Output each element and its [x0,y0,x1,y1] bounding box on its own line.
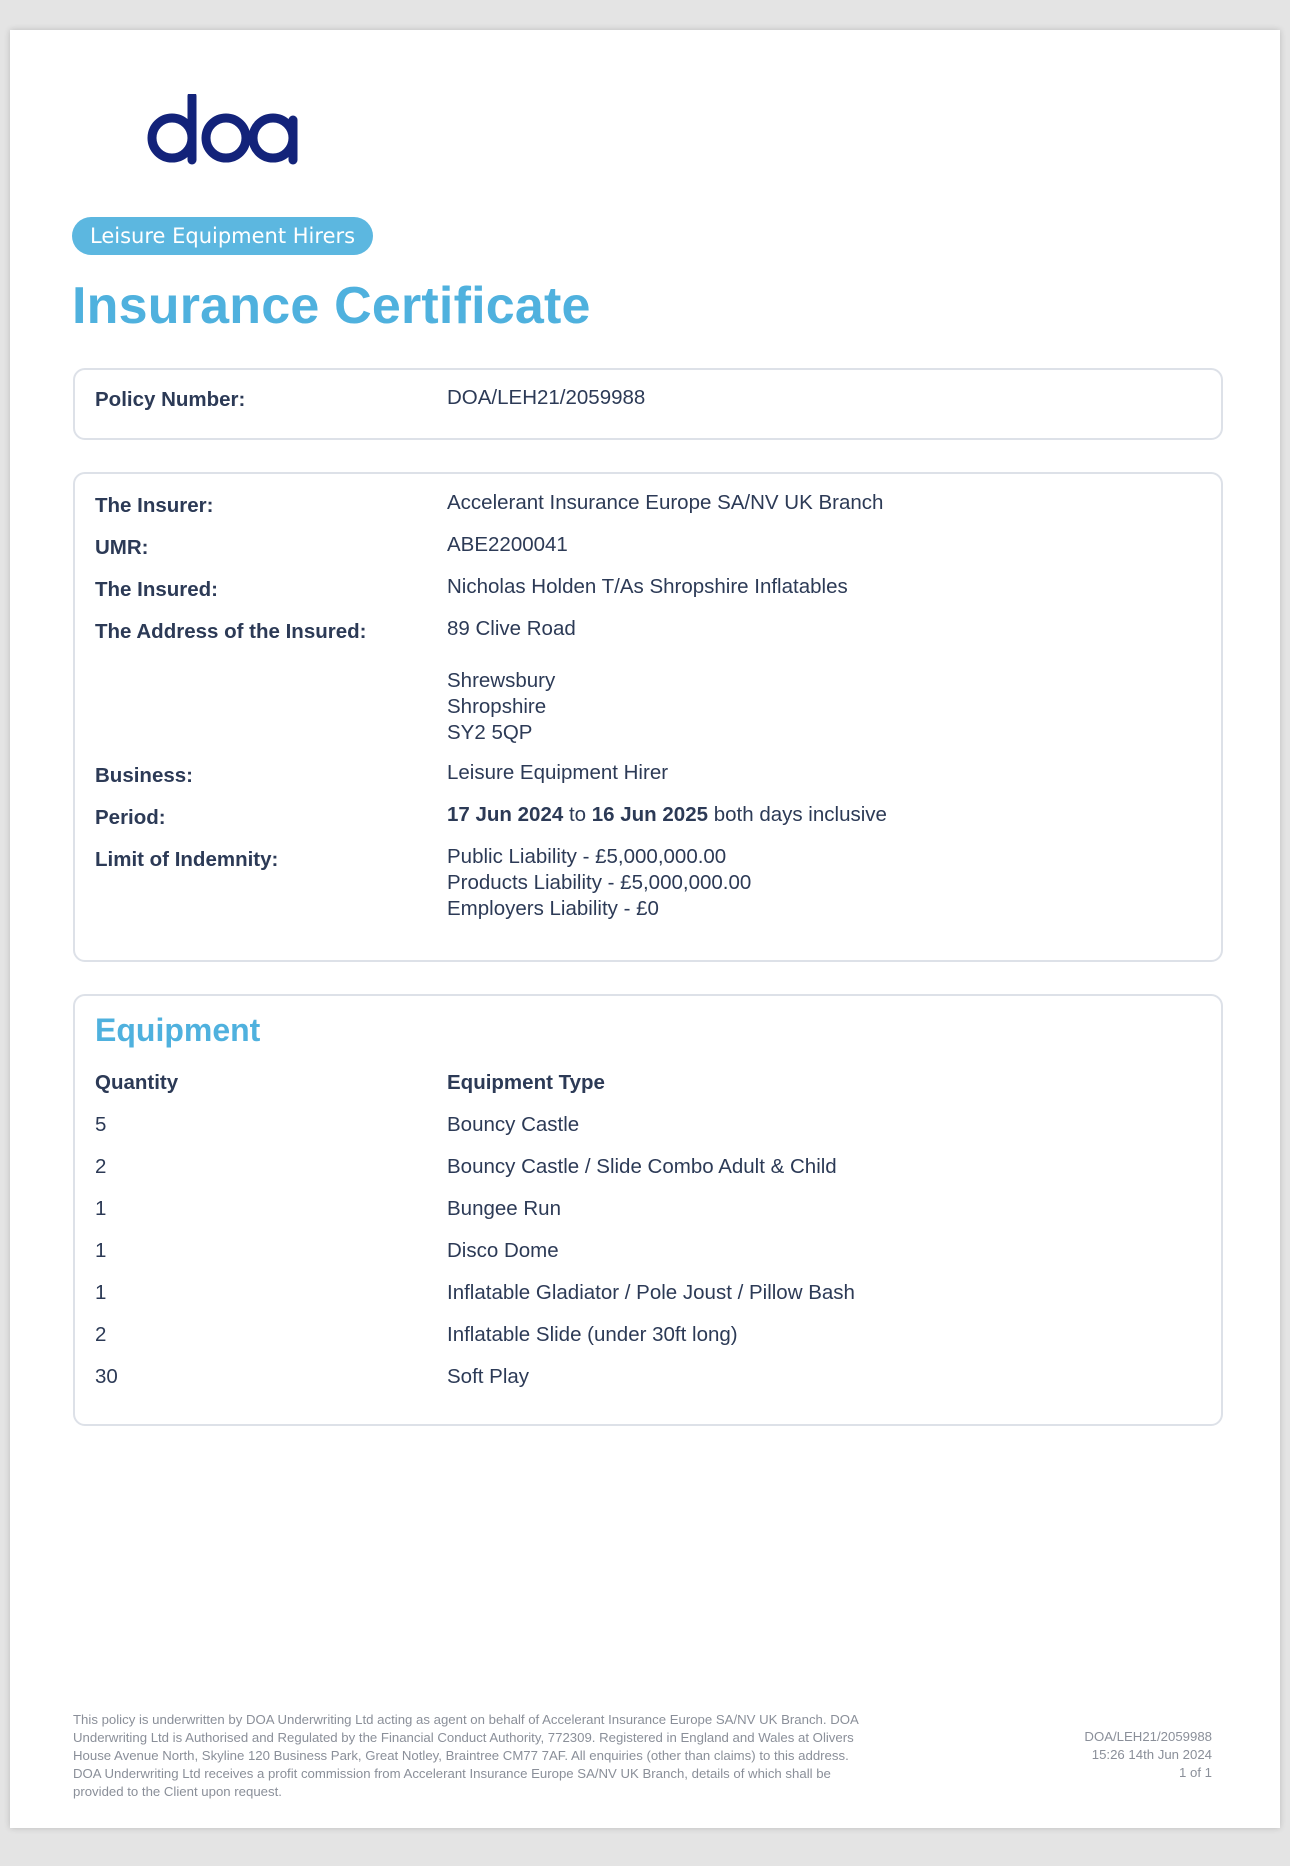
equipment-type-column-header: Equipment Type [447,1071,605,1094]
doa-logo [72,94,376,266]
equipment-quantity: 30 [95,1365,118,1388]
address-line: 89 Clive Road [447,617,576,640]
policy-number-value: DOA/LEH21/2059988 [447,386,646,409]
period-to: to [568,803,587,826]
equipment-quantity: 1 [95,1239,107,1262]
footer-page-number: 1 of 1 [1179,1765,1212,1780]
period-start: 17 Jun 2024 [447,803,564,826]
equipment-type: Bouncy Castle [447,1113,580,1136]
policy-number-box [73,368,1223,440]
business-label: Business: [95,764,193,787]
equipment-type: Disco Dome [447,1239,559,1262]
logo-tagline: Leisure Equipment Hirers [72,217,373,255]
disclaimer-line: Underwriting Ltd is Authorised and Regulated by the Financial Conduct Authority, 772309. Registered in England and Wales at Olivers [73,1730,854,1745]
disclaimer-line: provided to the Client upon request. [73,1784,282,1799]
policy-number-label: Policy Number: [95,388,246,411]
equipment-type: Bouncy Castle / Slide Combo Adult & Child [447,1155,837,1178]
certificate-page [10,30,1280,1828]
footer-disclaimer [73,1711,953,1801]
limit-of-indemnity-label: Limit of Indemnity: [95,848,279,871]
disclaimer-line: This policy is underwritten by DOA Underwriting Ltd acting as agent on behalf of Accelerant Insurance Europe SA/NV UK Branch. DOA [73,1712,859,1727]
policy-details-box [73,472,1223,962]
equipment-quantity: 1 [95,1197,107,1220]
document-title: Insurance Certificate [72,277,591,335]
equipment-title: Equipment [95,1012,261,1048]
disclaimer-line: House Avenue North, Skyline 120 Business Park, Great Notley, Braintree CM77 7AF. All enquiries (other than claims) to this address. [73,1748,849,1763]
limit-line: Products Liability - £5,000,000.00 [447,871,752,894]
equipment-type: Inflatable Gladiator / Pole Joust / Pillow Bash [447,1281,855,1304]
address-label: The Address of the Insured: [95,620,367,643]
address-line: Shropshire [447,695,547,718]
period-end: 16 Jun 2025 [591,803,709,826]
disclaimer-line: DOA Underwriting Ltd receives a profit commission from Accelerant Insurance Europe SA/NV UK Branch, details of which shall be [73,1766,831,1781]
equipment-type: Inflatable Slide (under 30ft long) [447,1323,738,1346]
equipment-type: Soft Play [447,1365,530,1388]
limit-line: Employers Liability - £0 [447,897,659,920]
umr-label: UMR: [95,536,149,559]
period-label: Period: [95,806,166,829]
footer-policy-reference: DOA/LEH21/2059988 [1084,1729,1212,1744]
equipment-quantity: 2 [95,1155,107,1178]
equipment-quantity: 1 [95,1281,107,1304]
period-value [447,802,887,828]
period-suffix: both days inclusive [713,803,887,826]
limit-line: Public Liability - £5,000,000.00 [447,845,727,868]
equipment-quantity: 2 [95,1323,107,1346]
umr-value: ABE2200041 [447,533,568,556]
quantity-column-header: Quantity [95,1071,179,1094]
business-value: Leisure Equipment Hirer [447,761,669,784]
insured-label: The Insured: [95,578,219,601]
footer-timestamp: 15:26 14th Jun 2024 [1091,1747,1212,1762]
insurer-label: The Insurer: [95,494,214,517]
equipment-box [73,994,1223,1426]
equipment-quantity: 5 [95,1113,107,1136]
insured-value: Nicholas Holden T/As Shropshire Inflatables [447,575,848,598]
equipment-type: Bungee Run [447,1197,561,1220]
address-line: Shrewsbury [447,669,556,692]
doa-wordmark-logo [147,94,299,166]
footer-reference [1084,1728,1212,1782]
insurer-value: Accelerant Insurance Europe SA/NV UK Branch [447,491,884,514]
address-line: SY2 5QP [447,721,533,744]
